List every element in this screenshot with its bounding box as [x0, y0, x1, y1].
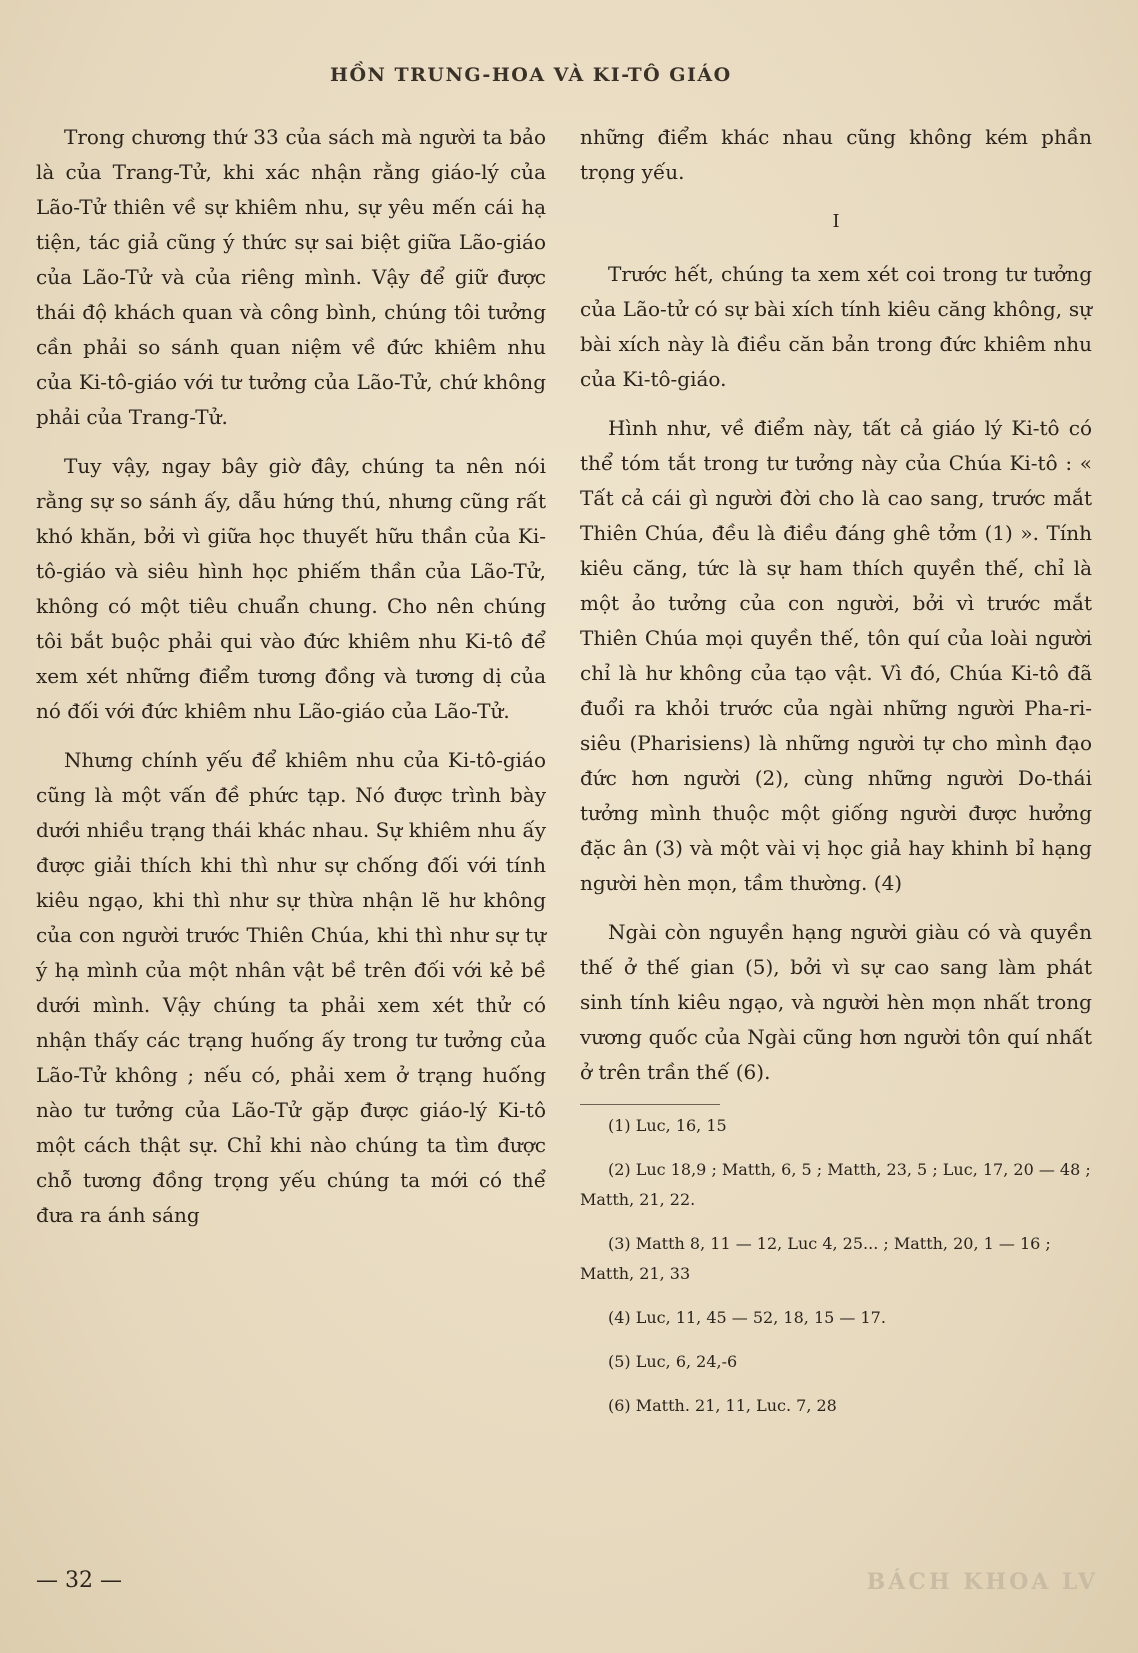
page-number: — 32 — — [36, 1568, 122, 1593]
footnote: (6) Matth. 21, 11, Luc. 7, 28 — [608, 1396, 837, 1415]
paragraph-continuation: những điểm khác nhau cũng không kém phần trọng yếu. — [580, 125, 1092, 184]
footnote: (1) Luc, 16, 15 — [608, 1116, 727, 1135]
paragraph: Ngài còn nguyền hạng người giàu có và quyền thế ở thế gian (5), bởi vì sự cao sang làm phát sinh tính kiêu ngạo, và người hèn mọn nhất trong vương quốc của Ngài cũng hơn người tôn quí nhất ở trên trần thế (6). — [580, 920, 1092, 1084]
paragraph: Trong chương thứ 33 của sách mà người ta bảo là của Trang-Tử, khi xác nhận rằng giáo-lý của Lão-Tử thiên về sự khiêm nhu, sự yêu mến cái hạ tiện, tác giả cũng ý thức sự sai biệt giữa Lão-giáo của Lão-Tử và của riêng mình. Vậy để giữ được thái độ khách quan và công bình, chúng tôi tưởng cần phải so sánh quan niệm về đức khiêm nhu của Ki-tô-giáo với tư tưởng của Lão-Tử, chứ không phải của Trang-Tử. — [36, 125, 546, 429]
section-mark: I — [832, 211, 840, 232]
left-column — [36, 120, 546, 1247]
paragraph: Nhưng chính yếu để khiêm nhu của Ki-tô-giáo cũng là một vấn đề phức tạp. Nó được trình bày dưới nhiều trạng thái khác nhau. Sự khiêm nhu ấy được giải thích khi thì như sự chống đối với tính kiêu ngạo, khi thì như sự thừa nhận lẽ hư không của con người trước Thiên Chúa, khi thì như sự tự ý hạ mình của một nhân vật bề trên đối với kẻ bề dưới mình. Vậy chúng ta phải xem xét thử có nhận thấy các trạng huống ấy trong tư tưởng của Lão-Tử không ; nếu có, phải xem ở trạng huống nào tư tưởng của Lão-Tử gặp được giáo-lý Ki-tô một cách thật sự. Chỉ khi nào chúng ta tìm được chỗ tương đồng trọng yếu chúng ta mới có thể đưa ra ánh sáng — [36, 748, 546, 1227]
footnote-rule — [580, 1104, 720, 1111]
footnotes — [580, 1111, 1092, 1421]
paragraph: Trước hết, chúng ta xem xét coi trong tư tưởng của Lão-tử có sự bài xích tính kiêu căng không, sự bài xích này là điều căn bản trong đức khiêm nhu của Ki-tô-giáo. — [580, 262, 1092, 391]
paragraph: Tuy vậy, ngay bây giờ đây, chúng ta nên nói rằng sự so sánh ấy, dẫu hứng thú, nhưng cũng rất khó khăn, bởi vì giữa học thuyết hữu thần của Ki-tô-giáo và siêu hình học phiếm thần của Lão-Tử, không có một tiêu chuẩn chung. Cho nên chúng tôi bắt buộc phải qui vào đức khiêm nhu Ki-tô để xem xét những điểm tương đồng và tương dị của nó đối với đức khiêm nhu Lão-giáo của Lão-Tử. — [36, 454, 546, 723]
paragraph: Hình như, về điểm này, tất cả giáo lý Ki-tô có thể tóm tắt trong tư tưởng này của Chúa Ki-tô : « Tất cả cái gì người đời cho là cao sang, trước mắt Thiên Chúa, đều là điều đáng ghê tởm (1) ». Tính kiêu căng, tức là sự ham thích quyền thế, chỉ là một ảo tưởng của con người, bởi vì trước mắt Thiên Chúa mọi quyền thế, tôn quí của loài người chỉ là hư không của tạo vật. Vì đó, Chúa Ki-tô đã đuổi ra khỏi trước của ngài những người Pha-ri-siêu (Pharisiens) là những người tự cho mình đạo đức hơn người (2), cùng những người Do-thái tưởng mình thuộc một giống người được hưởng đặc ân (3) và một vài vị học giả hay khinh bỉ hạng người hèn mọn, tầm thường. (4) — [580, 416, 1092, 895]
running-head: HỒN TRUNG-HOA VÀ KI-TÔ GIÁO — [330, 64, 732, 86]
footnote: (5) Luc, 6, 24,-6 — [608, 1352, 738, 1371]
footnote: (2) Luc 18,9 ; Matth, 6, 5 ; Matth, 23, 5 ; Luc, 17, 20 — 48 ; Matth, 21, 22. — [580, 1160, 1091, 1209]
journal-name: BÁCH KHOA LV — [866, 1569, 1098, 1595]
right-column — [580, 120, 1092, 1435]
footnote: (3) Matth 8, 11 — 12, Luc 4, 25... ; Matth, 20, 1 — 16 ; Matth, 21, 33 — [580, 1234, 1051, 1283]
footnote: (4) Luc, 11, 45 — 52, 18, 15 — 17. — [608, 1308, 886, 1327]
